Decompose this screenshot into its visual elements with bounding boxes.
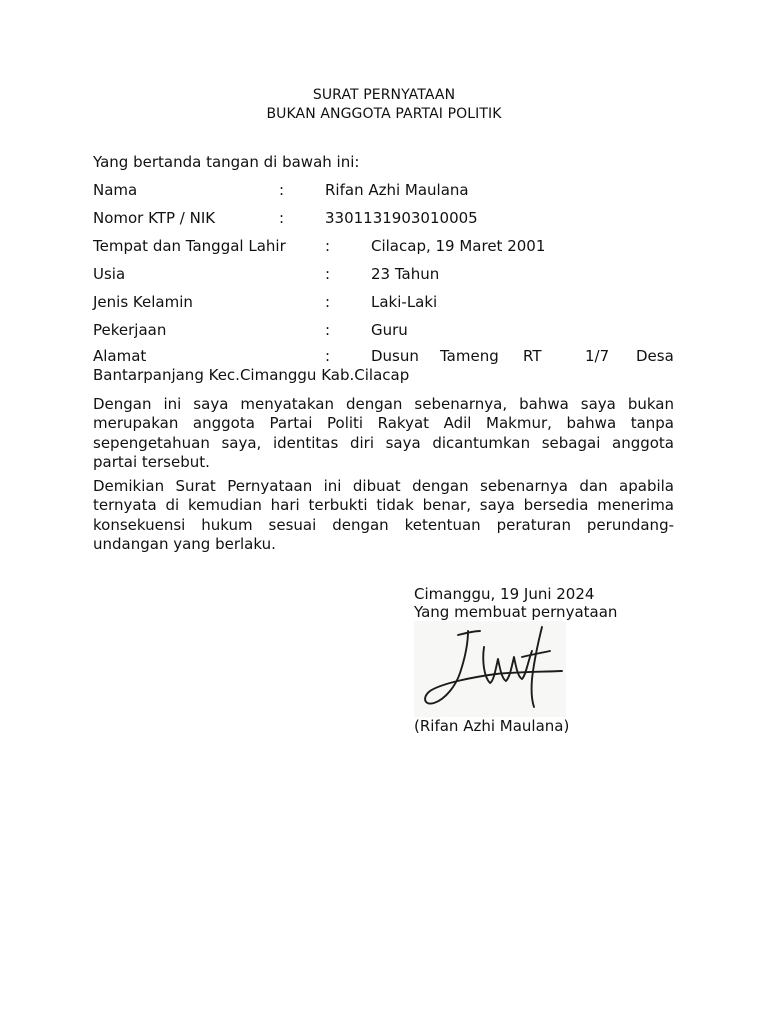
field-colon: : [325,237,331,255]
document-title: SURAT PERNYATAAN [312,87,456,103]
document-subtitle: BUKAN ANGGOTA PARTAI POLITIK [266,106,502,122]
address-word: Desa [636,347,674,365]
field-label: Nama [93,181,138,199]
address-word: 1/7 [585,347,610,365]
field-value: Rifan Azhi Maulana [325,181,469,199]
signature-caption: Yang membuat pernyataan [414,603,618,621]
field-label: Jenis Kelamin [93,293,193,311]
intro-text: Yang bertanda tangan di bawah ini: [93,153,360,171]
field-value: Guru [371,321,408,339]
handwritten-signature [414,621,566,717]
field-colon: : [279,181,285,199]
field-value: Cilacap, 19 Maret 2001 [371,237,546,255]
closing-paragraph: Demikian Surat Pernyataan ini dibuat dengan sebenarnya dan apabila ternyata di kemudian hari terbukti tidak benar, saya bersedia menerima konsekuensi hukum sesuai dengan ketentuan peraturan perundang-undangan yang berlaku. [93,477,674,553]
field-value: Laki-Laki [371,293,438,311]
address-word: Tameng [440,347,499,365]
field-colon: : [325,265,331,283]
field-colon: : [325,347,331,365]
field-alamat [93,347,674,385]
field-colon: : [325,321,331,339]
field-label: Tempat dan Tanggal Lahir [93,237,286,255]
place-date: Cimanggu, 19 Juni 2024 [414,585,595,603]
address-line-2: Bantarpanjang Kec.Cimanggu Kab.Cilacap [93,366,410,384]
field-label: Pekerjaan [93,321,167,339]
field-label: Usia [93,265,126,283]
address-word: Dusun [371,347,419,365]
signature-image [414,621,566,717]
field-label: Nomor KTP / NIK [93,209,216,227]
field-colon: : [325,293,331,311]
field-value: 3301131903010005 [325,209,478,227]
field-label: Alamat [93,347,147,365]
field-value: 23 Tahun [371,265,440,283]
address-word: RT [523,347,542,365]
field-colon: : [279,209,285,227]
statement-paragraph: Dengan ini saya menyatakan dengan sebenarnya, bahwa saya bukan merupakan anggota Partai Politi Rakyat Adil Makmur, bahwa tanpa sepengetahuan saya, identitas diri saya dicantumkan sebagai anggota partai tersebut. [93,395,674,471]
signer-name: (Rifan Azhi Maulana) [414,717,570,735]
